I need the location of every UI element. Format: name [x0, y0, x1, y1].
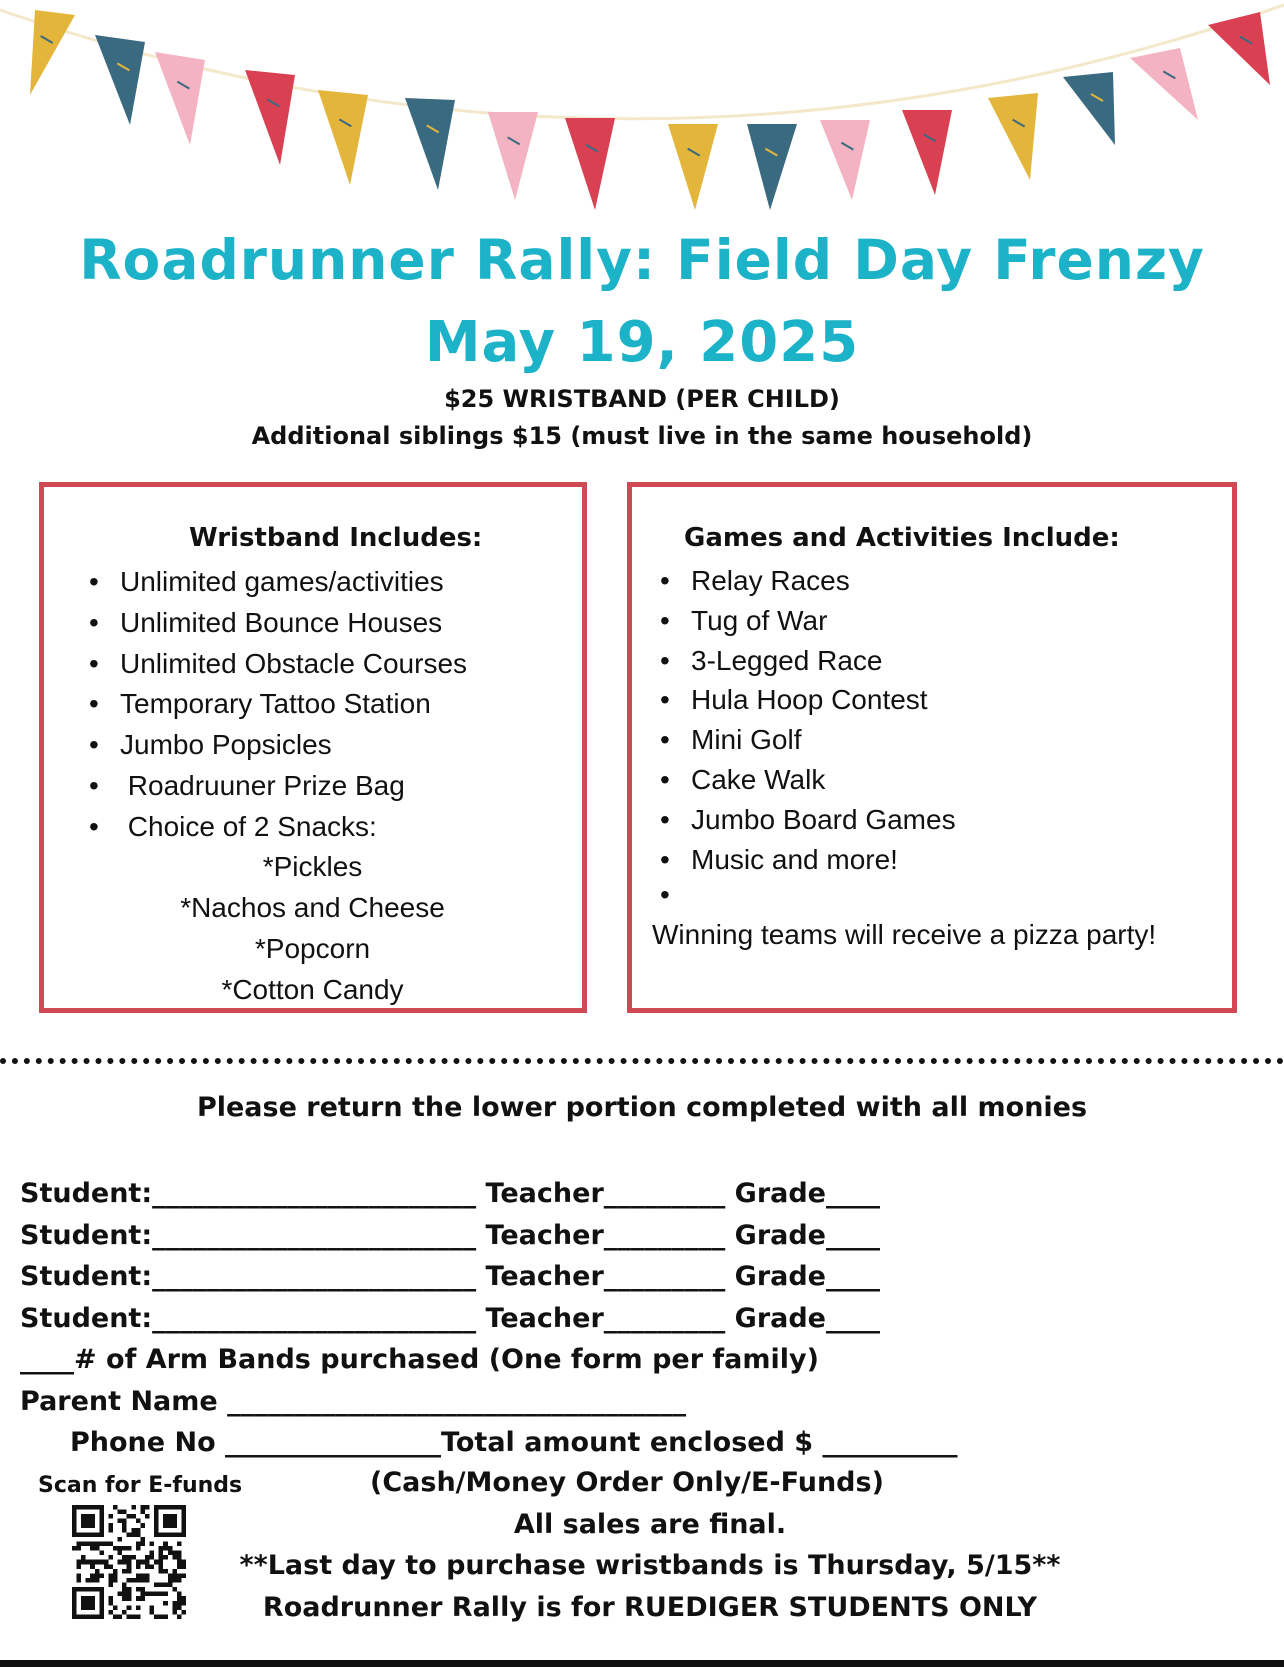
qr-module — [136, 1573, 141, 1578]
games-activities-heading: Games and Activities Include: — [684, 523, 1120, 553]
phone-total-field: Phone No ________________Total amount enclosed $ __________ — [70, 1427, 958, 1458]
qr-module — [81, 1541, 86, 1546]
scan-label: Scan for E-funds — [38, 1473, 243, 1498]
qr-module — [113, 1614, 118, 1619]
qr-module — [140, 1510, 145, 1515]
qr-module — [145, 1564, 150, 1569]
qr-module — [154, 1592, 159, 1597]
qr-module — [127, 1569, 132, 1574]
qr-module — [90, 1546, 95, 1551]
bunting-flag — [820, 120, 870, 200]
qr-module — [122, 1523, 127, 1528]
qr-module — [140, 1587, 145, 1592]
list-item: • Mini Golf — [660, 722, 956, 762]
qr-module — [95, 1573, 100, 1578]
qr-module — [140, 1592, 145, 1597]
qr-module — [118, 1510, 123, 1515]
qr-module — [140, 1560, 145, 1565]
qr-module — [140, 1578, 145, 1583]
qr-module — [118, 1614, 123, 1619]
qr-module — [145, 1592, 150, 1597]
qr-module — [159, 1564, 164, 1569]
student-row: Student:________________________ Teacher_________ Grade____ — [20, 1220, 880, 1251]
qr-module — [77, 1573, 82, 1578]
list-item: • Unlimited games/activities — [89, 564, 467, 605]
bunting-flag — [95, 35, 145, 125]
qr-module — [159, 1551, 164, 1556]
qr-module — [172, 1587, 177, 1592]
qr-module — [122, 1528, 127, 1533]
qr-module — [140, 1523, 145, 1528]
bunting-flag — [747, 124, 797, 210]
snack-option: *Cotton Candy — [221, 974, 404, 1005]
qr-module — [108, 1555, 113, 1560]
qr-module — [168, 1546, 173, 1551]
event-title: Roadrunner Rally: Field Day Frenzy — [79, 228, 1205, 292]
qr-module — [81, 1514, 95, 1528]
qr-module — [140, 1573, 145, 1578]
qr-module — [177, 1601, 182, 1606]
qr-module — [181, 1610, 186, 1615]
bunting-flag — [318, 90, 368, 185]
qr-module — [122, 1596, 127, 1601]
qr-module — [127, 1560, 132, 1565]
qr-module — [90, 1541, 95, 1546]
qr-module — [150, 1610, 155, 1615]
qr-module — [72, 1546, 77, 1551]
qr-module — [177, 1541, 182, 1546]
qr-module — [108, 1578, 113, 1583]
qr-module — [172, 1578, 177, 1583]
qr-module — [159, 1583, 164, 1588]
student-row: Student:________________________ Teacher_________ Grade____ — [20, 1261, 880, 1292]
bunting-flag — [245, 70, 295, 165]
qr-module — [163, 1546, 168, 1551]
qr-module — [99, 1560, 104, 1565]
deadline-note: **Last day to purchase wristbands is Thursday, 5/15** — [239, 1550, 1061, 1581]
qr-module — [136, 1587, 141, 1592]
qr-module — [177, 1564, 182, 1569]
qr-module — [108, 1573, 113, 1578]
qr-module — [108, 1528, 113, 1533]
qr-module — [172, 1605, 177, 1610]
qr-module — [95, 1578, 100, 1583]
qr-module — [181, 1560, 186, 1565]
qr-module — [181, 1601, 186, 1606]
qr-module — [108, 1601, 113, 1606]
qr-module — [140, 1596, 145, 1601]
qr-module — [177, 1596, 182, 1601]
qr-module — [127, 1578, 132, 1583]
return-instructions: Please return the lower portion completed with all monies — [196, 1092, 1088, 1123]
qr-module — [145, 1560, 150, 1565]
student-row: Student:________________________ Teacher_________ Grade____ — [20, 1178, 880, 1209]
qr-module — [122, 1583, 127, 1588]
qr-module — [118, 1560, 123, 1565]
list-item: • Relay Races — [660, 563, 956, 603]
qr-code-icon[interactable] — [72, 1505, 186, 1619]
student-row: Student:________________________ Teacher_________ Grade____ — [20, 1303, 880, 1334]
qr-module — [177, 1551, 182, 1556]
list-item: • Unlimited Obstacle Courses — [89, 646, 467, 687]
qr-module — [127, 1605, 132, 1610]
qr-module — [113, 1505, 118, 1510]
qr-module — [181, 1564, 186, 1569]
qr-module — [113, 1546, 118, 1551]
qr-module — [177, 1578, 182, 1583]
qr-module — [136, 1596, 141, 1601]
qr-module — [163, 1601, 168, 1606]
qr-module — [172, 1569, 177, 1574]
qr-module — [136, 1541, 141, 1546]
wristband-price: $25 WRISTBAND (PER CHILD) — [444, 385, 840, 413]
qr-module — [99, 1573, 104, 1578]
qr-module — [86, 1560, 91, 1565]
qr-module — [108, 1523, 113, 1528]
bunting-flag — [155, 52, 205, 145]
snack-option: *Popcorn — [254, 933, 371, 964]
bunting-flag — [488, 112, 538, 200]
qr-module — [150, 1541, 155, 1546]
qr-module — [113, 1605, 118, 1610]
qr-module — [172, 1573, 177, 1578]
games-activities-box — [627, 482, 1237, 1013]
bottom-rule — [0, 1660, 1284, 1667]
qr-module — [150, 1551, 155, 1556]
bunting-flag — [1063, 72, 1115, 145]
qr-module — [136, 1564, 141, 1569]
payment-methods: (Cash/Money Order Only/E-Funds) — [370, 1467, 884, 1498]
qr-module — [122, 1569, 127, 1574]
list-item: • Unlimited Bounce Houses — [89, 605, 467, 646]
qr-module — [113, 1578, 118, 1583]
qr-module — [86, 1578, 91, 1583]
qr-module — [177, 1605, 182, 1610]
qr-module — [154, 1560, 159, 1565]
qr-module — [172, 1551, 177, 1556]
qr-module — [145, 1505, 150, 1510]
qr-module — [163, 1614, 168, 1619]
qr-module — [159, 1614, 164, 1619]
qr-module — [131, 1505, 136, 1510]
event-date: May 19, 2025 — [424, 310, 860, 375]
qr-module — [99, 1551, 104, 1556]
qr-module — [108, 1564, 113, 1569]
qr-module — [122, 1610, 127, 1615]
qr-module — [127, 1564, 132, 1569]
sales-final-note: All sales are final. — [513, 1509, 787, 1540]
qr-module — [104, 1564, 109, 1569]
qr-module — [140, 1505, 145, 1510]
wristband-includes-heading: Wristband Includes: — [189, 523, 483, 553]
cut-line-divider — [0, 1058, 1284, 1064]
qr-module — [127, 1555, 132, 1560]
qr-module — [159, 1569, 164, 1574]
eligibility-note: Roadrunner Rally is for RUEDIGER STUDENTS ONLY — [262, 1592, 1038, 1623]
qr-module — [118, 1519, 123, 1524]
qr-module — [118, 1546, 123, 1551]
qr-module — [136, 1578, 141, 1583]
list-item: • Jumbo Popsicles — [89, 727, 467, 768]
list-item: • Temporary Tattoo Station — [89, 686, 467, 727]
qr-module — [181, 1573, 186, 1578]
qr-module — [122, 1546, 127, 1551]
qr-module — [159, 1555, 164, 1560]
qr-module — [90, 1573, 95, 1578]
qr-module — [86, 1541, 91, 1546]
qr-module — [168, 1551, 173, 1556]
qr-module — [150, 1564, 155, 1569]
qr-module — [90, 1564, 95, 1569]
qr-module — [122, 1555, 127, 1560]
bunting-flag — [902, 110, 952, 195]
list-item: • Hula Hoop Contest — [660, 682, 956, 722]
qr-module — [140, 1537, 145, 1542]
qr-module — [99, 1541, 104, 1546]
qr-module — [140, 1541, 145, 1546]
qr-module — [163, 1541, 168, 1546]
qr-module — [163, 1514, 177, 1528]
qr-module — [90, 1560, 95, 1565]
qr-module — [108, 1610, 113, 1615]
qr-module — [168, 1578, 173, 1583]
qr-module — [154, 1583, 159, 1588]
qr-module — [95, 1541, 100, 1546]
qr-module — [122, 1592, 127, 1597]
qr-module — [163, 1592, 168, 1597]
qr-module — [127, 1532, 132, 1537]
list-item: • Roadruuner Prize Bag — [89, 768, 467, 809]
bunting-flag — [30, 10, 75, 95]
empty-bullet: • — [660, 879, 670, 910]
qr-module — [122, 1519, 127, 1524]
list-item: • Choice of 2 Snacks: — [89, 809, 467, 850]
qr-module — [181, 1596, 186, 1601]
qr-module — [127, 1614, 132, 1619]
qr-module — [95, 1546, 100, 1551]
qr-module — [150, 1605, 155, 1610]
qr-module — [159, 1592, 164, 1597]
qr-module — [118, 1537, 123, 1542]
qr-module — [145, 1578, 150, 1583]
qr-module — [131, 1555, 136, 1560]
bunting-flag — [1208, 12, 1270, 85]
qr-module — [136, 1614, 141, 1619]
qr-module — [104, 1541, 109, 1546]
qr-module — [159, 1546, 164, 1551]
qr-module — [136, 1605, 141, 1610]
qr-module — [108, 1583, 113, 1588]
qr-module — [127, 1514, 132, 1519]
list-item: • 3-Legged Race — [660, 643, 956, 683]
qr-module — [77, 1564, 82, 1569]
qr-module — [108, 1596, 113, 1601]
qr-module — [122, 1587, 127, 1592]
list-item: • Jumbo Board Games — [660, 802, 956, 842]
qr-module — [131, 1528, 136, 1533]
qr-module — [163, 1569, 168, 1574]
qr-module — [90, 1578, 95, 1583]
qr-module — [81, 1560, 86, 1565]
qr-module — [104, 1560, 109, 1565]
qr-module — [150, 1555, 155, 1560]
bunting-decoration — [0, 0, 1284, 230]
qr-module — [127, 1592, 132, 1597]
qr-module — [145, 1555, 150, 1560]
qr-module — [113, 1573, 118, 1578]
sibling-price: Additional siblings $15 (must live in the same household) — [251, 422, 1033, 450]
qr-module — [136, 1519, 141, 1524]
qr-module — [118, 1551, 123, 1556]
qr-module — [177, 1560, 182, 1565]
qr-module — [177, 1555, 182, 1560]
games-activities-list — [660, 563, 956, 881]
qr-module — [127, 1596, 132, 1601]
qr-module — [81, 1555, 86, 1560]
bunting-flag — [565, 118, 615, 210]
qr-module — [127, 1587, 132, 1592]
qr-module — [113, 1569, 118, 1574]
qr-module — [77, 1560, 82, 1565]
list-item: • Music and more! — [660, 842, 956, 882]
qr-module — [81, 1596, 95, 1610]
bunting-flag — [1130, 48, 1198, 120]
qr-module — [145, 1573, 150, 1578]
qr-module — [77, 1541, 82, 1546]
snack-option: *Pickles — [262, 851, 363, 882]
qr-module — [118, 1592, 123, 1597]
qr-module — [127, 1546, 132, 1551]
qr-module — [131, 1614, 136, 1619]
qr-module — [163, 1583, 168, 1588]
qr-module — [95, 1569, 100, 1574]
qr-module — [168, 1573, 173, 1578]
qr-module — [172, 1555, 177, 1560]
qr-module — [159, 1560, 164, 1565]
qr-module — [168, 1583, 173, 1588]
qr-module — [77, 1578, 82, 1583]
qr-module — [177, 1614, 182, 1619]
qr-module — [177, 1592, 182, 1597]
bunting-flag — [988, 93, 1038, 180]
qr-module — [177, 1573, 182, 1578]
parent-name-field: Parent Name __________________________________ — [20, 1386, 687, 1417]
pizza-party-note: Winning teams will receive a pizza party! — [652, 919, 1157, 950]
qr-module — [131, 1514, 136, 1519]
qr-module — [136, 1560, 141, 1565]
qr-module — [122, 1510, 127, 1515]
qr-module — [163, 1555, 168, 1560]
qr-module — [172, 1610, 177, 1615]
wristband-includes-list — [89, 564, 467, 850]
qr-module — [131, 1532, 136, 1537]
wristband-includes-box — [39, 482, 587, 1013]
qr-module — [145, 1514, 150, 1519]
armbands-field: ____# of Arm Bands purchased (One form per family) — [20, 1344, 819, 1375]
qr-module — [95, 1560, 100, 1565]
qr-module — [172, 1601, 177, 1606]
bunting-flag — [405, 98, 455, 190]
qr-module — [108, 1541, 113, 1546]
qr-module — [150, 1592, 155, 1597]
qr-module — [108, 1514, 113, 1519]
bunting-flag — [668, 124, 718, 210]
snack-option: *Nachos and Cheese — [180, 892, 445, 923]
qr-module — [136, 1546, 141, 1551]
qr-module — [136, 1528, 141, 1533]
qr-module — [131, 1578, 136, 1583]
qr-module — [77, 1546, 82, 1551]
qr-module — [122, 1560, 127, 1565]
qr-module — [154, 1614, 159, 1619]
list-item: • Cake Walk — [660, 762, 956, 802]
qr-module — [136, 1532, 141, 1537]
list-item: • Tug of War — [660, 603, 956, 643]
